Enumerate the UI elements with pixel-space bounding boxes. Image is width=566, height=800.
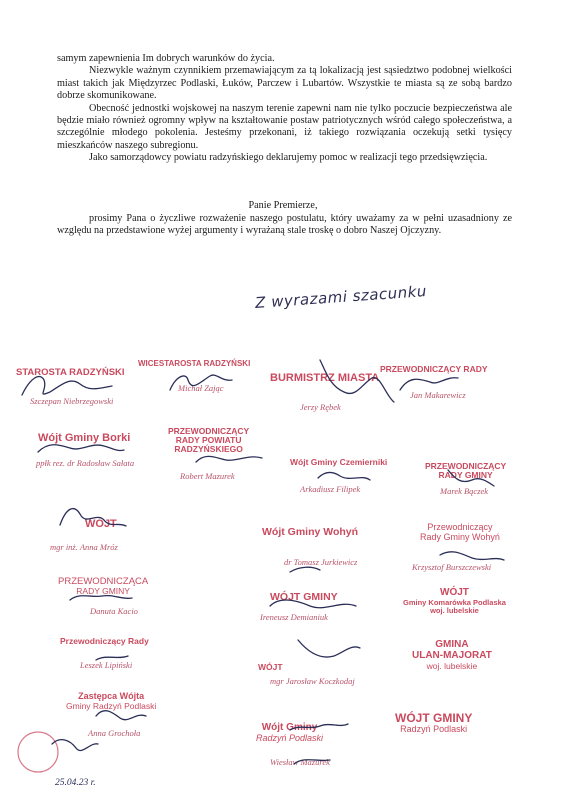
- stamp-wojt-czemierniki: Wójt Gminy Czemierniki: [290, 457, 388, 467]
- handwritten-date: 25.04.23 r.: [55, 778, 96, 788]
- paragraph-3: Obecność jednostki wojskowej na naszym terenie zapewni nam nie tylko poczucie bezpieczeństwa ale będzie miało również ogromny wpływ na kształtowanie postaw patriotycznych wśród całego społeczeństwa, a szczególnie młodego pokolenia. Jesteśmy przekonani, iż takiego rozwiązania oczekują setki tysięcy mieszkańców naszego subregionu.: [57, 102, 512, 151]
- signatory-name: Arkadiusz Filipek: [300, 484, 361, 494]
- signatory-name: Anna Grochoła: [88, 728, 141, 738]
- signatory-name: Michał Zając: [178, 383, 224, 393]
- stamp-przewodniczacy-rady-2: Przewodniczący Rady: [60, 636, 149, 646]
- stamp-wojt-gminy-radzyn: Wójt Gminy Radzyń Podlaski: [256, 722, 324, 743]
- stamp-przewodniczacy-rady: PRZEWODNICZĄCY RADY: [380, 364, 488, 374]
- signatory-name: ppłk rez. dr Radosław Sałata: [36, 458, 135, 468]
- stamp-wojt-gminy-radzyn-2: WÓJT GMINY Radzyń Podlaski: [395, 711, 473, 734]
- signatory-name: Jerzy Rębek: [300, 402, 341, 412]
- stamp-wojt-borki: Wójt Gminy Borki: [38, 432, 131, 444]
- signatory-name: Danuta Kacio: [90, 606, 138, 616]
- stamp-gmina-ulan-majorat: GMINA ULAN-MAJORAT woj. lubelskie: [412, 639, 492, 671]
- stamp-starosta: STAROSTA RADZYŃSKI: [16, 367, 125, 378]
- closing-paragraph: [57, 213, 512, 238]
- signatory-name: Szczepan Niebrzegowski: [30, 396, 114, 406]
- signatory-name: Wiesław Mazurek: [270, 757, 330, 767]
- stamp-zastepca-wojta: Zastępca Wójta Gminy Radzyń Podlaski: [66, 691, 157, 711]
- stamp-wojt-komarowka: WÓJT Gminy Komarówka Podlaska woj. lubelskie: [403, 587, 506, 615]
- stamp-przewodniczacy-rady-gminy: PRZEWODNICZĄCY RADY GMINY: [425, 461, 507, 481]
- stamp-wojt-gminy: WÓJT GMINY: [270, 591, 338, 603]
- signatory-name: mgr Jarosław Koczkodaj: [270, 676, 355, 686]
- signatory-name: Marek Bączek: [440, 486, 489, 496]
- closing-text: prosimy Pana o życzliwe rozważenie naszego postulatu, który uważamy za w pełni uzasadniony ze względu na przedstawione wyżej argumenty i wyrażaną stale troskę o dobro Naszej Ojczyzny.: [57, 213, 512, 237]
- stamp-przewodniczacy-rady-wohyn: Przewodniczący Rady Gminy Wohyń: [420, 522, 500, 542]
- letter-body: [57, 53, 512, 165]
- stamp-przewodniczaca-rady-gminy: PRZEWODNICZĄCA RADY GMINY: [58, 576, 149, 597]
- stamp-przewodniczacy-rady-powiatu: PRZEWODNICZĄCY RADY POWIATU RADZYŃSKIEGO: [168, 426, 250, 455]
- signatory-name: mgr inż. Anna Mróz: [50, 542, 118, 552]
- paragraph-2: Niezwykle ważnym czynnikiem przemawiającym za tą lokalizacją jest sąsiedztwo podobnej wielkości miast takich jak Międzyrzec Podlaski, Łuków, Parczew i Lubartów. Wszystkie te miasta są ze sobą bardzo dobrze skomunikowane.: [57, 65, 512, 102]
- stamp-wojt: WÓJT: [85, 518, 117, 530]
- regards-handwritten: Z wyrazami szacunku: [254, 282, 428, 312]
- signatory-name: Robert Mazurek: [180, 471, 235, 481]
- stamp-wojt-2: WÓJT: [258, 662, 283, 672]
- paragraph-4: Jako samorządowcy powiatu radzyńskiego deklarujemy pomoc w realizacji tego przedsięwzięcia.: [89, 152, 488, 164]
- signatory-name: Jan Makarewicz: [410, 390, 466, 400]
- signatory-name: dr Tomasz Jurkiewicz: [284, 557, 358, 567]
- paragraph-1: samym zapewnienia Im dobrych warunków do życia.: [57, 53, 275, 64]
- stamp-burmistrz: BURMISTRZ MIASTA: [270, 372, 380, 384]
- salutation: Panie Premierze,: [248, 200, 318, 211]
- signatory-name: Ireneusz Demianiuk: [260, 612, 328, 622]
- signatory-name: Krzysztof Burszczewski: [412, 562, 492, 572]
- signatory-name: Leszek Lipiński: [80, 660, 133, 670]
- stamp-wojt-wohyn: Wójt Gminy Wohyń: [262, 526, 359, 538]
- stamp-wicestarosta: WICESTAROSTA RADZYŃSKI: [138, 359, 251, 368]
